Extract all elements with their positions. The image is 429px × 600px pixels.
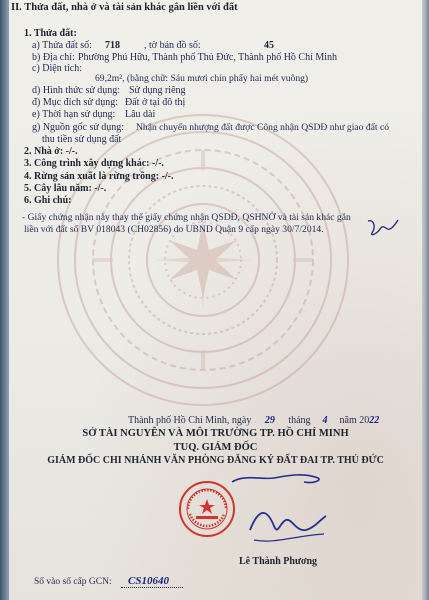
register-number-line	[121, 587, 183, 588]
usage-form-label: d) Hình thức sử dụng:	[32, 85, 121, 96]
signing-place-date-label	[128, 415, 379, 427]
signing-day: 29	[264, 415, 275, 426]
notes-line1: - Giấy chứng nhận này thay thế giấy chứng nhận QSDĐ, QSHNỞ và tài sản khác gắn	[22, 212, 351, 223]
signer-position: GIÁM ĐỐC CHI NHÁNH VĂN PHÒNG ĐĂNG KÝ ĐẤT ĐAI TP. THỦ ĐỨC	[47, 455, 384, 466]
initial-signature-icon	[362, 217, 402, 239]
handwritten-signature-icon	[214, 470, 334, 570]
purpose-value: Đất ở tại đô thị	[125, 97, 186, 108]
signing-year-prefix: năm 20	[339, 415, 370, 426]
area-label: c) Diện tích:	[32, 63, 82, 74]
perennial-trees-item: 5. Cây lâu năm: -/-.	[24, 183, 107, 194]
signing-month: 4	[322, 415, 328, 426]
notes-heading: 6. Ghi chú:	[24, 195, 72, 206]
register-number: CS10640	[128, 575, 169, 587]
address-label: b) Địa chỉ:	[32, 52, 75, 63]
section-title: II. Thửa đất, nhà ở và tài sản khác gắn liền với đất	[11, 2, 238, 13]
notes-line2: liền với đất số BV 018043 (CH02856) do UBND Quận 9 cấp ngày 30/7/2014.	[24, 224, 324, 235]
housing-item: 2. Nhà ở: -/-.	[24, 146, 78, 157]
drum-watermark-icon	[53, 110, 353, 410]
map-sheet-number: 45	[264, 40, 274, 51]
on-behalf-title: TUQ. GIÁM ĐỐC	[173, 442, 258, 453]
map-sheet-label: , tờ bản đồ số:	[144, 40, 201, 51]
term-value: Lâu dài	[125, 109, 156, 120]
origin-value-line2: thu tiền sử dụng đất	[42, 134, 122, 145]
term-label: e) Thời hạn sử dụng:	[32, 109, 116, 120]
signing-year-suffix: 22	[369, 415, 380, 426]
origin-value-line1: Nhận chuyển nhượng đất được Công nhận QSDĐ như giao đất có	[136, 122, 390, 133]
usage-form-value: Sử dụng riêng	[129, 85, 186, 96]
purpose-label: đ) Mục đích sử dụng:	[32, 97, 118, 108]
issuing-agency: SỞ TÀI NGUYÊN VÀ MÔI TRƯỜNG TP. HỒ CHÍ MINH	[82, 428, 349, 439]
signer-name: Lê Thành Phương	[239, 556, 318, 567]
signing-month-label: tháng	[288, 415, 311, 426]
planted-forest-item: 4. Rừng sản xuất là rừng trồng: -/-.	[24, 171, 174, 182]
parcel-number: 718	[105, 40, 120, 51]
origin-label: g) Nguồn gốc sử dụng:	[32, 122, 125, 133]
area-value: 69,2m², (bằng chữ: Sáu mươi chín phẩy hai mét vuông)	[95, 73, 309, 84]
land-heading: 1. Thửa đất:	[24, 28, 77, 39]
address-value: Phường Phú Hữu, Thành phố Thủ Đức, Thành phố Hồ Chí Minh	[78, 52, 338, 63]
other-construction-item: 3. Công trình xây dựng khác: -/-.	[24, 158, 164, 169]
certificate-page	[9, 0, 422, 600]
parcel-number-label: a) Thửa đất số:	[32, 40, 92, 51]
register-label: Số vào sổ cấp GCN:	[34, 577, 112, 587]
signing-place: Thành phố Hồ Chí Minh, ngày	[128, 415, 252, 426]
